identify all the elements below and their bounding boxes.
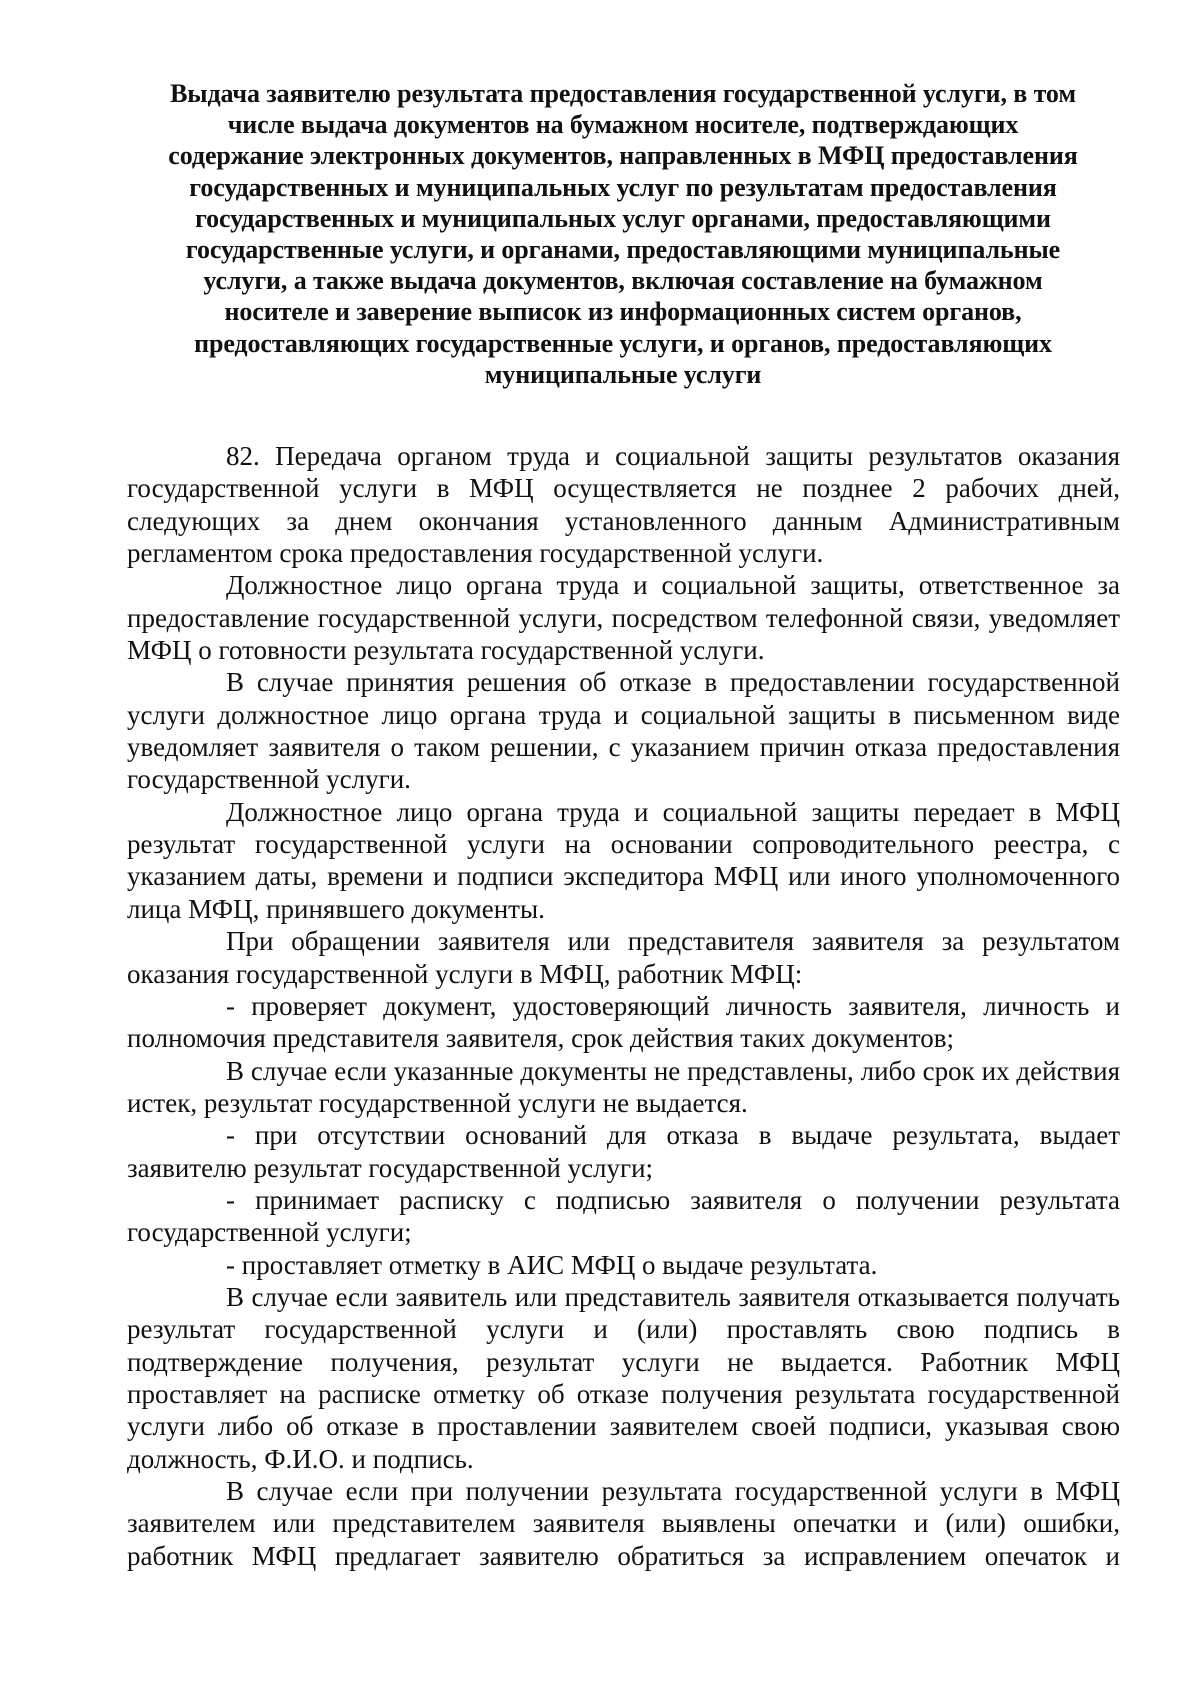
list-item-issue-result: - при отсутствии оснований для отказа в выдаче результата, выдает заявителю результат государственной услуги; bbox=[127, 1120, 1120, 1183]
list-item-check-documents: - проверяет документ, удостоверяющий личность заявителя, личность и полномочия представителя заявителя, срок действия таких документов; bbox=[127, 990, 1120, 1054]
paragraph-typos-errors: В случае если при получении результата государственной услуги в МФЦ заявителем или представителем заявителя выявлены опечатки и (или) ошибки, работник МФЦ предлагает заявителю обратиться за исправлением опечаток и bbox=[127, 1476, 1120, 1571]
paragraph-notification: Должностное лицо органа труда и социальной защиты, ответственное за предоставление государственной услуги, посредством телефонной связи, уведомляет МФЦ о готовности результата государственной услуги. bbox=[127, 570, 1120, 666]
paragraph-handover-registry: Должностное лицо органа труда и социальной защиты передает в МФЦ результат государственной услуги на основании сопроводительного реестра, с указанием даты, времени и подписи экспедитора МФЦ или иного уполномоченного лица МФЦ, принявшего документы. bbox=[127, 796, 1120, 924]
heading-line: Выдача заявителю результата предоставления государственной услуги, в том bbox=[170, 79, 1076, 108]
document-body bbox=[127, 440, 1120, 1572]
list-item-receipt: - принимает расписку с подписью заявителя о получении результата государственной услуги; bbox=[127, 1184, 1120, 1248]
heading-line: носителе и заверение выписок из информационных систем органов, bbox=[224, 297, 1022, 327]
heading-line: муниципальные услуги bbox=[484, 359, 762, 389]
paragraph-refusal-notice: В случае принятия решения об отказе в предоставлении государственной услуги должностное лицо органа труда и социальной защиты в письменном виде уведомляет заявителя о таком решении, с указанием причин отказа предоставления государственной услуги. bbox=[127, 667, 1120, 795]
paragraph-applicant-visit: При обращении заявителя или представителя заявителя за результатом оказания государственной услуги в МФЦ, работник МФЦ: bbox=[127, 926, 1120, 989]
heading-line: государственные услуги, и органами, предоставляющими муниципальные bbox=[185, 235, 1061, 265]
heading-line: государственных и муниципальных услуг по результатам предоставления bbox=[189, 172, 1057, 202]
heading-line: числе выдача документов на бумажном носителе, подтверждающих bbox=[227, 110, 1019, 140]
section-heading bbox=[128, 78, 1118, 390]
heading-line: содержание электронных документов, направленных в МФЦ предоставления bbox=[168, 141, 1078, 171]
list-item-ais-mark: - проставляет отметку в АИС МФЦ о выдаче результата. bbox=[226, 1249, 878, 1280]
heading-line: государственных и муниципальных услуг органами, предоставляющими bbox=[195, 203, 1051, 233]
paragraph-82-transfer: 82. Передача органом труда и социальной защиты результатов оказания государственной услуги в МФЦ осуществляется не позднее 2 рабочих дней, следующих за днем окончания установленного данным Административным регламентом срока предоставления государственной услуги. bbox=[127, 441, 1120, 569]
heading-line: услуги, а также выдача документов, включая составление на бумажном bbox=[203, 266, 1043, 296]
paragraph-documents-missing: В случае если указанные документы не представлены, либо срок их действия истек, результат государственной услуги не выдается. bbox=[127, 1055, 1120, 1118]
paragraph-applicant-refuses: В случае если заявитель или представитель заявителя отказывается получать результат государственной услуги и (или) проставлять свою подпись в подтверждение получения, результат услуги не выдается. Работник МФЦ проставляет на расписке отметку об отказе получения результата государственной услуги либо об отказе в проставлении заявителем своей подписи, указывая свою должность, Ф.И.О. и подпись. bbox=[127, 1281, 1120, 1474]
heading-line: предоставляющих государственные услуги, и органов, предоставляющих bbox=[194, 328, 1052, 358]
